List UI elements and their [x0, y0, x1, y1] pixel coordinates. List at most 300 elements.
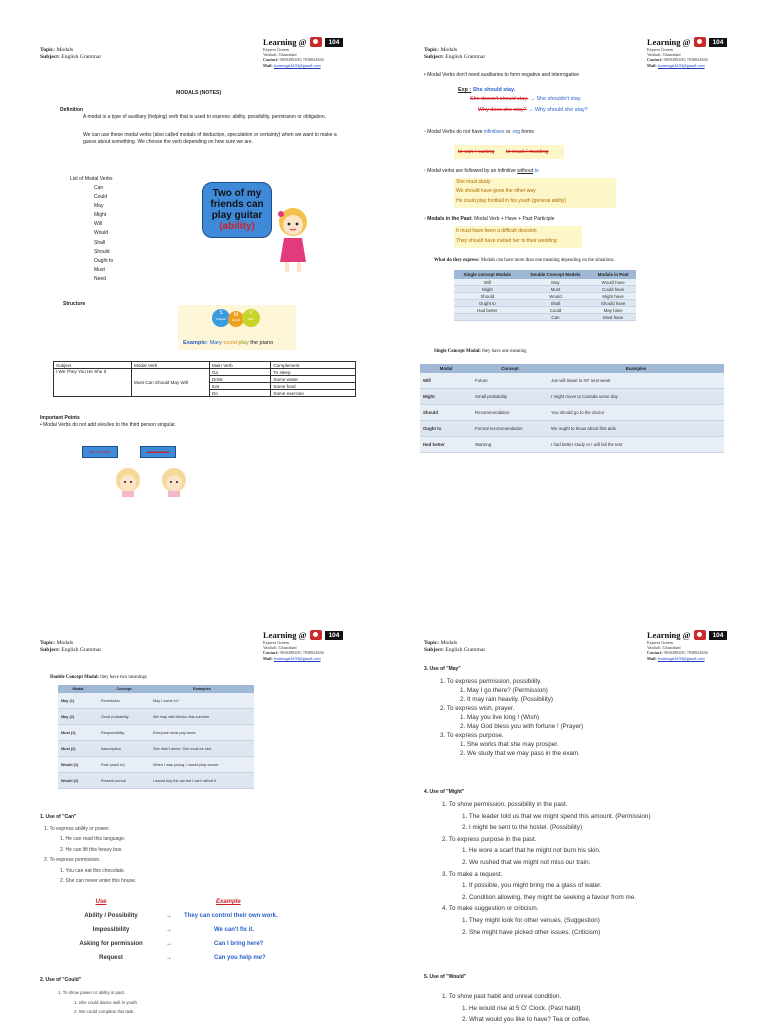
contact: 9650288100; 7838024636	[279, 57, 324, 63]
topic: Modals	[56, 640, 74, 646]
table-cell: May (2)	[58, 709, 98, 725]
table-cell: Future	[472, 373, 548, 389]
definition-text: A modal is a type of auxiliary (helping) verb that is used to express: ability, possibility, permission or obligation.	[83, 114, 326, 120]
point-3-b: without	[517, 168, 534, 174]
table-cell: Had better	[420, 437, 472, 453]
girl-illustration	[268, 200, 318, 280]
table-cell: Everyone must pay taxes	[150, 725, 254, 741]
header-left	[40, 47, 101, 61]
table-cell: Joe will travel to NY next week	[548, 373, 724, 389]
page-2	[384, 0, 768, 512]
table-header: Modal	[420, 364, 472, 373]
address-line-1: Express Greens	[647, 47, 674, 52]
list-item: 1. He wore a scarf that he might not burn his skin.	[462, 847, 601, 855]
contact: 9650288100; 7838024636	[279, 650, 324, 656]
list-item: 1. May you live long ! (Wish)	[460, 714, 540, 721]
point-3-example: He could play football in his youth (general ability)	[456, 197, 567, 204]
list-item: 2. We rushed that we might not miss our train.	[462, 858, 591, 866]
point-3-example: She must study	[456, 179, 491, 185]
table-cell: May I come in?	[150, 693, 254, 709]
topic-label: Topic:	[424, 47, 440, 53]
table-row	[58, 773, 254, 789]
use-cell: Ability / Possibility	[84, 913, 138, 919]
example-complement: the piano	[250, 340, 274, 346]
sign-correct: He can swim	[82, 446, 118, 458]
table-cell: Eat	[210, 383, 271, 390]
table-cell: Permission	[98, 693, 150, 709]
double-line	[50, 675, 147, 682]
subject-label: Subject:	[424, 54, 444, 60]
topic: Modals	[56, 47, 74, 53]
bullet: •	[424, 168, 426, 174]
address-line-1: Express Greens	[263, 47, 290, 52]
subject: English Grammar	[61, 647, 102, 653]
list-item: 2. What would you like to have? Tea or coffee.	[462, 1016, 591, 1024]
table-cell: Formal recommendation	[472, 421, 548, 437]
structure-diagram	[178, 305, 296, 350]
table-header: Concept	[472, 364, 548, 373]
table-cell: Could	[521, 307, 591, 314]
may-list	[440, 677, 583, 758]
table-cell: Good probability	[98, 709, 150, 725]
subject: English Grammar	[445, 647, 486, 653]
brand-logo-icon	[694, 630, 706, 640]
mail-link[interactable]: learningath104@gmail.com	[657, 655, 705, 661]
table-cell: Shall	[521, 300, 591, 307]
list-item: 1. He can read this language.	[60, 836, 126, 843]
brand	[263, 630, 363, 640]
brand-name: Learning @	[647, 630, 691, 640]
list-item: 3. To make a request.	[442, 870, 503, 878]
point-2	[424, 129, 534, 136]
point-4-a: Modals in the Past:	[427, 216, 473, 222]
table-header: Modal Verb	[132, 362, 210, 369]
subject-label: Subject:	[40, 647, 60, 653]
point-4-examples	[454, 226, 582, 248]
table-cell: Might	[454, 286, 521, 293]
example-cell: They can control their own work.	[184, 913, 278, 919]
table-row	[58, 693, 254, 709]
contact-label: Contact:	[647, 57, 663, 63]
table-cell	[454, 314, 521, 321]
example-label: Example:	[183, 340, 208, 346]
might-list	[442, 799, 651, 938]
brand-number: 104	[709, 631, 728, 640]
table-cell: Could have	[590, 286, 636, 293]
bubble-text: Two of my friends can play guitar	[210, 188, 264, 221]
list-item: 1. May I go there? (Permission)	[460, 687, 548, 694]
may-heading: 3. Use of "May"	[424, 666, 461, 672]
table-row	[454, 300, 636, 307]
list-label: List of Modal Verbs	[70, 176, 113, 182]
header-right	[263, 37, 363, 68]
list-item: 1. You can eat this chocolate.	[60, 867, 126, 874]
address-line-1: Express Greens	[263, 640, 290, 645]
exp-label: Exp :	[458, 87, 472, 93]
list-item: 1. They might look for other venues. (Suggestion)	[462, 916, 600, 924]
table-cell: Ought to	[454, 300, 521, 307]
single-text: they have one meaning	[482, 349, 527, 354]
brand-number: 104	[709, 38, 728, 47]
list-item: Can	[94, 185, 104, 191]
table-cell: Must Can Should May Will	[132, 369, 210, 397]
table-header: Modal	[58, 685, 98, 693]
list-item: 2. She can never enter this house.	[60, 878, 137, 885]
express-line	[434, 258, 615, 265]
list-item: 2. To express permission.	[44, 857, 101, 864]
list-item: 3. To express purpose.	[440, 732, 504, 739]
definition-text-2: We can use these modal verbs (also called modals of deduction, speculation or certainty) when we want to make a guess about something. We choose the verb depending on how sure we are.	[83, 132, 337, 145]
important-point-1: • Modal Verbs do not add s/es/ies to the third person singular.	[40, 422, 176, 428]
verb-circle	[242, 309, 260, 327]
circle-letter: M	[233, 312, 239, 318]
list-item: Need	[94, 275, 106, 282]
table-header: Double Concept Models	[521, 270, 591, 279]
address-line-2: Vaishali, Ghaziabad	[647, 52, 681, 58]
would-list	[442, 991, 591, 1024]
example-cell: Can you help me?	[214, 955, 266, 961]
exp-block	[458, 86, 588, 115]
list-item: 2. She might have picked other issues. (Criticism)	[462, 928, 601, 936]
table-row	[420, 437, 724, 453]
table-row	[454, 293, 636, 300]
list-item: 1. To show power or ability in past.	[58, 990, 126, 995]
list-item: 2. To express purpose in the past.	[442, 835, 537, 843]
table-cell: Do	[210, 390, 271, 397]
example-label: Example	[216, 899, 241, 905]
child-face-icon	[160, 466, 188, 498]
table-row	[454, 314, 636, 321]
mail-link[interactable]: learningath104@gmail.com	[273, 62, 321, 68]
table-row	[454, 307, 636, 314]
table-header: Concept	[98, 685, 150, 693]
structure-table	[53, 361, 356, 397]
table-cell: May have	[590, 307, 636, 314]
point-3-a: Modal verbs are followed by an infinitive	[427, 168, 516, 174]
circle-sub: Modal	[231, 318, 241, 322]
example-verb: play	[238, 340, 249, 346]
brand-number: 104	[325, 38, 344, 47]
mail-link[interactable]: learningath104@gmail.com	[657, 62, 705, 68]
header-right	[647, 630, 747, 661]
list-item: Could	[94, 194, 108, 201]
table-row	[420, 421, 724, 437]
point-2-example: to can / caning	[458, 149, 495, 155]
contact-label: Contact:	[263, 57, 279, 63]
table-header: Single concept Modals	[454, 270, 521, 279]
header-right	[647, 37, 747, 68]
arrow-icon: →	[166, 955, 172, 961]
list-item: 2. May God bless you with fortune ! (Prayer)	[460, 723, 584, 730]
table-cell: Some exercise	[271, 390, 356, 397]
exp-2-wrong: She doesn't should stay.	[470, 96, 529, 102]
point-1: • Modal Verbs don't need auxiliaries to form negative and interrogative	[424, 72, 580, 78]
important-label: Important Points	[40, 415, 80, 421]
point-3-examples	[454, 178, 616, 208]
point-2-examples	[454, 145, 564, 159]
address-line-1: Express Greens	[647, 640, 674, 645]
bullet: •	[424, 216, 426, 222]
can-heading: 1. Use of "Can"	[40, 814, 77, 820]
contact: 9650288100; 7838024636	[663, 57, 708, 63]
table-cell: Past (used to)	[98, 757, 150, 773]
circle-sub: Verb	[247, 317, 255, 321]
topic-label: Topic:	[424, 640, 440, 646]
brand-number: 104	[325, 631, 344, 640]
exp-3-wrong: Why does she stay?	[478, 107, 527, 113]
list-item: 1. She could dance well in youth	[74, 999, 137, 1005]
brand-name: Learning @	[647, 37, 691, 47]
mail-link[interactable]: learningath104@gmail.com	[273, 655, 321, 661]
use-cell: Asking for permission	[79, 941, 143, 947]
sign-wrong	[140, 446, 176, 458]
example-cell: Can I bring here?	[214, 941, 264, 947]
table-cell: I might move to Canada some day	[548, 389, 724, 405]
table-header: Modals in Past	[590, 270, 636, 279]
list-item: May	[94, 203, 104, 210]
subject: English Grammar	[61, 54, 102, 60]
mail-label: Mail:	[263, 655, 273, 661]
circle-letter: V	[249, 310, 253, 316]
table-cell: Should have	[590, 300, 636, 307]
list-item: 1. To express ability or power.	[44, 826, 110, 832]
mail-label: Mail:	[647, 62, 657, 68]
list-item: Must	[94, 266, 105, 273]
brand-logo-icon	[694, 37, 706, 47]
table-header: Complement	[271, 362, 356, 369]
arrow-icon: →	[166, 927, 172, 933]
point-4-example: It must have been a difficult decision	[456, 228, 537, 234]
table-cell: Can	[521, 314, 591, 321]
header-right	[263, 630, 363, 661]
table-header: Main Verb	[210, 362, 271, 369]
table-row	[420, 373, 724, 389]
table-cell: When I was young, I would play soccer	[150, 757, 254, 773]
list-item: Ought to	[94, 257, 114, 264]
table-cell: Recommendation	[472, 405, 548, 421]
table-cell: Would	[521, 293, 591, 300]
list-item: 1. To show permission, possibility in the past.	[442, 801, 568, 808]
list-item: 2. Condition allowing, they might be seeking a favour from me.	[462, 893, 636, 901]
exp-2-right: → She shouldn't stay.	[529, 96, 582, 102]
list-item: 1. To show past habit and unreal condition.	[442, 993, 562, 1000]
subject-label: Subject:	[40, 54, 60, 60]
table-cell: Would have	[590, 279, 636, 286]
double-label: Double Concept Modal:	[50, 675, 100, 680]
arrow-icon: →	[166, 941, 172, 947]
mail-label: Mail:	[263, 62, 273, 68]
page-1	[0, 0, 384, 512]
point-2-a: Modal	[427, 129, 441, 135]
point-4	[424, 216, 554, 223]
example-modal: could	[223, 340, 237, 346]
table-cell: Some food	[271, 383, 356, 390]
mail-label: Mail:	[647, 655, 657, 661]
single-concept-table	[420, 364, 724, 453]
use-cell: Impossibility	[92, 927, 130, 933]
table-cell: Small probability	[472, 389, 548, 405]
list-item: 2. It may rain heavily. (Possibility)	[460, 696, 553, 703]
express-question: What do they express:	[434, 258, 480, 263]
list-item: Should	[94, 248, 110, 255]
table-cell: I would buy the car but I can't afford it	[150, 773, 254, 789]
point-2-d: or	[505, 129, 511, 135]
bullet: •	[424, 129, 426, 135]
point-2-b: Verbs do not have	[442, 129, 483, 135]
table-cell: Ought to	[420, 421, 472, 437]
brand	[647, 37, 747, 47]
brand-logo-icon	[310, 37, 322, 47]
point-4-b: Modal Verb + Have + Past Participle	[474, 216, 555, 222]
point-4-example: They should have invited her to their wedding	[456, 238, 557, 244]
table-row	[58, 741, 254, 757]
point-2-f: forms	[521, 129, 534, 135]
categories-table	[454, 270, 636, 321]
exp-3-right: → Why should she stay?	[528, 107, 588, 113]
table-cell: Would (1)	[58, 757, 98, 773]
structure-example	[183, 340, 273, 346]
table-cell: Might	[420, 389, 472, 405]
list-item: 4. To make suggestion or criticism.	[442, 905, 539, 913]
topic-label: Topic:	[40, 640, 56, 646]
brand	[647, 630, 747, 640]
list-item: Shall	[94, 239, 106, 246]
list-item: 1. If possible, you might bring me a glass of water.	[462, 882, 602, 890]
list-item: 2. To express wish, prayer.	[440, 705, 515, 712]
point-2-example: to must / musting	[505, 149, 549, 155]
table-cell: Some water	[271, 376, 356, 383]
page-4	[384, 593, 768, 1024]
table-cell: Must (2)	[58, 741, 98, 757]
page-3	[0, 593, 384, 1024]
table-cell: She didn't arrive. She must be sick	[150, 741, 254, 757]
table-cell: Responsibility	[98, 725, 150, 741]
subject-label: Subject:	[424, 647, 444, 653]
table-header: Examples	[548, 364, 724, 373]
list-item: 2. We study that we may pass in the exam.	[460, 750, 580, 757]
subject: English Grammar	[445, 54, 486, 60]
table-cell: Assumption	[98, 741, 150, 757]
point-2-e: -ing	[511, 129, 521, 135]
topic-label: Topic:	[40, 47, 56, 53]
verb-list	[94, 184, 113, 284]
table-row	[420, 389, 724, 405]
list-item: Might	[94, 212, 107, 219]
example-subject: Mary	[209, 340, 222, 346]
table-row	[420, 405, 724, 421]
list-item: Would	[94, 230, 109, 237]
table-cell: Go	[210, 369, 271, 376]
table-cell: Drink	[210, 376, 271, 383]
circle-sub: Subject	[215, 317, 226, 321]
table-cell: You should go to the doctor	[548, 405, 724, 421]
table-cell: May (1)	[58, 693, 98, 709]
example-cell: We can't fix it.	[214, 927, 254, 933]
topic: Modals	[440, 640, 458, 646]
table-cell: Should	[454, 293, 521, 300]
list-item: 2. We could complete this task.	[74, 1009, 135, 1015]
circle-letter: S	[219, 310, 223, 316]
brand-logo-icon	[310, 630, 322, 640]
exp-1: She should stay.	[472, 87, 516, 93]
table-cell: I We They You He She It	[54, 369, 132, 397]
point-2-c: infinitives	[483, 129, 505, 135]
contact-label: Contact:	[263, 650, 279, 656]
table-cell: We may visit Mexico this summer	[150, 709, 254, 725]
header-left	[40, 640, 101, 654]
structure-label: Structure	[63, 301, 86, 307]
table-cell: I had better study or I will fail the test	[548, 437, 724, 453]
topic: Modals	[440, 47, 458, 53]
use-example-table	[56, 895, 296, 965]
sign-wrong-text: He cans swim	[146, 450, 170, 454]
table-cell: Must have	[590, 314, 636, 321]
arrow-icon: →	[166, 913, 172, 919]
brand-name: Learning @	[263, 37, 307, 47]
single-line	[434, 349, 526, 356]
table-cell: Warning	[472, 437, 548, 453]
list-item: 1. She works that she may prosper.	[460, 741, 559, 748]
definition-label: Definition	[60, 107, 84, 113]
table-cell: Should	[420, 405, 472, 421]
table-row	[58, 725, 254, 741]
list-item: 2. I might be sent to the hostel. (Possibility)	[462, 824, 583, 832]
table-cell: To sleep	[271, 369, 356, 376]
page-title: MODALS (NOTES)	[176, 90, 222, 96]
address-line-2: Vaishali, Ghaziabad	[647, 645, 681, 651]
speech-bubble	[202, 182, 272, 238]
contact: 9650288100; 7838024636	[663, 650, 708, 656]
header-left	[424, 47, 485, 61]
table-cell: Had better	[454, 307, 521, 314]
double-concept-table	[58, 685, 254, 789]
header-left	[424, 640, 485, 654]
table-row	[454, 286, 636, 293]
list-item: 1. The leader told us that we might spend this amount. (Permission)	[462, 812, 651, 820]
express-text: Modals can have more than one meaning depending on the situations.	[480, 258, 615, 263]
brand	[263, 37, 363, 47]
single-label: Single Concept Modal:	[434, 349, 481, 354]
table-cell: May	[521, 279, 591, 286]
list-item: 1. To express permission, possibility.	[440, 678, 542, 685]
child-face-icon	[114, 466, 142, 498]
might-heading: 4. Use of "Might"	[424, 789, 465, 795]
point-3-c: to	[534, 168, 539, 174]
contact-label: Contact:	[647, 650, 663, 656]
table-cell: Will	[420, 373, 472, 389]
table-cell: Would (2)	[58, 773, 98, 789]
table-cell: Might have	[590, 293, 636, 300]
list-item: 2. He can lift this heavy box.	[60, 846, 123, 853]
could-heading: 2. Use of "Could"	[40, 977, 82, 983]
table-cell: Must	[521, 286, 591, 293]
can-list	[44, 824, 136, 886]
double-text: they have two meanings	[100, 675, 147, 680]
table-cell: We ought to know about first aids	[548, 421, 724, 437]
table-cell: Present unreal	[98, 773, 150, 789]
use-cell: Request	[99, 955, 123, 961]
bubble-accent: (ability)	[219, 221, 255, 232]
table-cell: Must (1)	[58, 725, 98, 741]
use-label: Use	[95, 899, 107, 905]
brand-name: Learning @	[263, 630, 307, 640]
table-row	[58, 709, 254, 725]
table-header: Examples	[150, 685, 254, 693]
would-heading: 5. Use of "Would"	[424, 974, 467, 980]
point-3	[424, 168, 539, 175]
address-line-2: Vaishali, Ghaziabad	[263, 52, 297, 58]
table-cell: Will	[454, 279, 521, 286]
